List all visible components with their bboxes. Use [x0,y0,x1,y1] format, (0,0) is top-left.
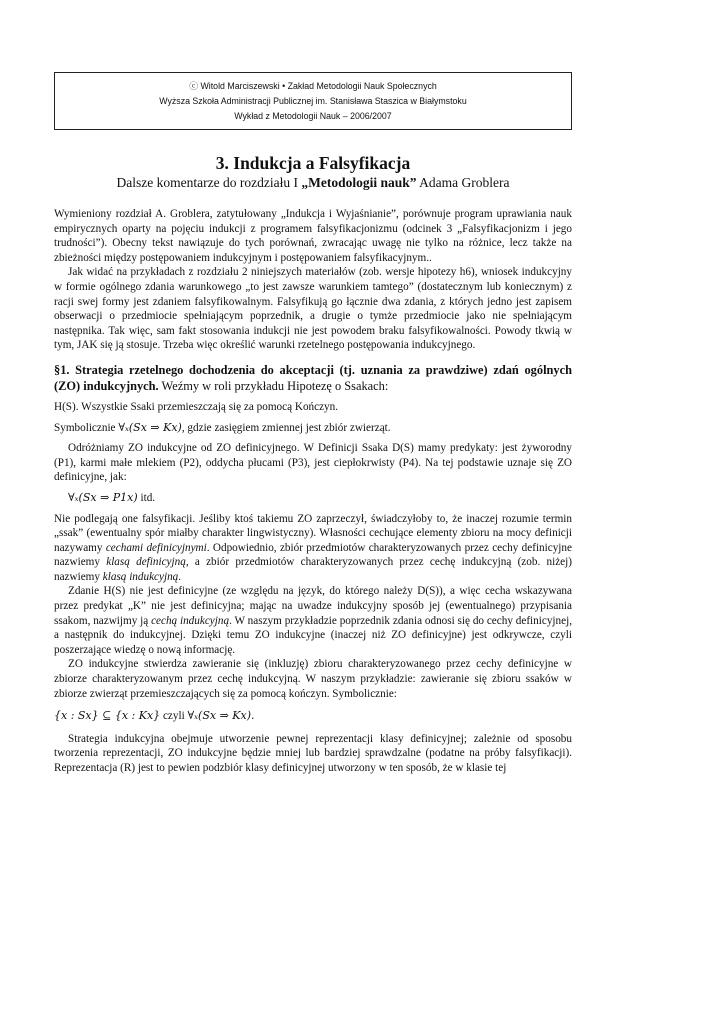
symbolic-line [54,421,572,436]
formula-definitional-suffix: itd. [137,491,156,504]
page-subtitle [54,174,572,192]
term-cechy-definicyjne: cechami definicyjnymi [105,541,207,554]
falsification-paragraph [54,512,572,585]
formula-inclusion-mid: czyli [160,710,188,723]
symbolic-prefix: Symbolicznie [54,421,119,434]
hs-text-b: . W naszym przykładzie poprzednik zdania odnosi się do cechy definicyjnej, a następnik do indukcyjnej. Dzięki temu ZO indukcyjne (inaczej niż ZO definicyjne) jest odkrywcze, czyli poszerzające wiedzę o nową informację. [54,614,572,656]
header-line-1: ⓒ Witold Marciszewski • Zakład Metodologii Nauk Społecznych [189,81,437,91]
hs-text-a: Zdanie H(S) nie jest definicyjne (ze względu na język, do którego należy D(S)), a więc cecha wskazywana przez predykat „K” nie jest definicyjna; mając na uwadze indukcyjny sposób jej (ewentualnego) przypisania ssakom, nazwijmy ją [54,585,572,627]
header-line-2: Wyższa Szkoła Administracji Publicznej im. Stanisława Staszica w Białymstoku [159,96,467,106]
section-1-heading [54,362,572,394]
definition-paragraph: Odróżniamy ZO indukcyjne od ZO definicyjnego. W Definicji Ssaka D(S) mamy predykaty: jest żyworodny (P1), karmi małe mlekiem (P2), oddycha płucami (P3), jest ciepłokrwisty (P4). Na tej podstawie uznaje się ZO definicyjne, jak: [54,442,572,484]
header-line-3: Wykład z Metodologii Nauk – 2006/2007 [234,111,392,121]
document-body [54,207,572,776]
section-1-heading-bold: §1. Strategia rzetelnego dochodzenia do akceptacji (tj. uznania za prawdziwe) zdań ogólnych (ZO) indukcyjnych. [54,362,572,393]
symbolic-suffix: , gdzie zasięgiem zmiennej jest zbiór zwierząt. [181,421,391,434]
hs-paragraph [54,584,572,657]
intro-paragraph-2: Jak widać na przykładach z rozdziału 2 niniejszych materiałów (zob. wersje hipotezy h6), wniosek indukcyjny w formie ogólnego zdania warunkowego „to jest zawsze warunkiem tamtego” (dostatecznym lub koniecznym) z racji swej formy jest zdaniem falsyfikowalnym. Falsyfikują go łącznie dwa zdania, z których jedno jest zapisem obserwacji o przedmiocie spełniającym poprzednik, a drugie o tymże przedmiocie jako nie spełniającym następnika. Tak więc, sam fakt stosowania indukcji nie jest powodem braku falsyfikowalności. Powody tkwią w tym, JAK się ją stosuje. Trzeba więc określić warunki rzetelnego postępowania indukcyjnego. [54,266,572,352]
title-block [54,152,572,192]
formula-inclusion-b: ∀ₓ(Sx ⇒ Kx). [187,709,255,723]
formula-inclusion-line [54,709,572,724]
page-title: 3. Indukcja a Falsyfikacja [215,153,411,173]
intro-paragraph-1: Wymieniony rozdział A. Groblera, zatytułowany „Indukcja i Wyjaśnianie”, porównuje program uprawiania nauk empirycznych oparty na pojęciu indukcji z programem falsyfikacjonizmu (odcinek 3 „Falsyfikacjonizm i jego trudności”). Obecny tekst nawiązuje do tych porównań, zwracając uwagę nie tylko na różnice, lecz także na zbieżności między postępowaniem indukcyjnym i postępowaniem falsyfikacyjnym.. [54,208,572,264]
term-cecha-indukcyjna: cechą indukcyjną [151,614,230,627]
formula-inclusion: {x : Sx} ⊆ {x : Kx} [54,709,161,723]
formula-definitional: ∀ₓ(Sx ⇒ P1x) [68,490,138,504]
header-box [54,72,572,130]
falsification-text-d: . [178,570,182,583]
falsification-text-c: , a zbiór przedmiotów charakteryzowanych przez cechę indukcyjną (zob. niżej) nazwiemy [54,556,572,583]
term-klasa-indukcyjna: klasą indukcyjną [102,570,179,583]
inclusion-paragraph: ZO indukcyjne stwierdza zawieranie się (inkluzję) zbioru charakteryzowanego przez cechy definicyjne w zbiorze charakteryzowanym przez cechę indukcyjną. W naszym przykładzie: zawieranie się zbioru ssaków w zbiorze zwierząt przemieszczających się za pomocą kończyn. Symbolicznie: [54,658,572,700]
strategy-paragraph: Strategia indukcyjna obejmuje utworzenie pewnej reprezentacji klasy definicyjnej; zależnie od sposobu tworzenia reprezentacji, ZO indukcyjne będzie mniej lub bardziej sprawdzalne (podatne na próby falsyfikacji). Reprezentacja (R) jest to pewien podzbiór klasy definicyjnej utworzony w ten sposób, że w klasie tej [54,732,572,774]
subtitle-prefix: Dalsze komentarze do rozdziału I [116,175,302,190]
term-klasa-definicyjna: klasą definicyjną [106,556,186,569]
falsification-text-a: Nie podlegają one falsyfikacji. Jeśliby ktoś takiemu ZO zaprzeczył, świadczyłoby to, że inaczej rozumie termin „ssak” (ewentualny spór miałby charakter lingwistyczny). Własności cechujące elementy zbioru na mocy definicji nazywamy [54,512,572,554]
hypothesis-hs: H(S). Wszystkie Ssaki przemieszczają się za pomocą Kończyn. [54,400,339,413]
formula-hs: ∀ₓ(Sx ⇒ Kx) [118,420,182,434]
subtitle-book-title: „Metodologii nauk” [301,175,417,190]
falsification-text-b: . Odpowiednio, zbiór przedmiotów charakteryzowanych przez cechy definicyjne nazwiemy [54,541,572,569]
section-1-heading-rest: Weźmy w roli przykładu Hipotezę o Ssakach: [158,378,389,393]
subtitle-suffix: Adama Groblera [416,175,510,190]
formula-definitional-line [54,491,572,506]
